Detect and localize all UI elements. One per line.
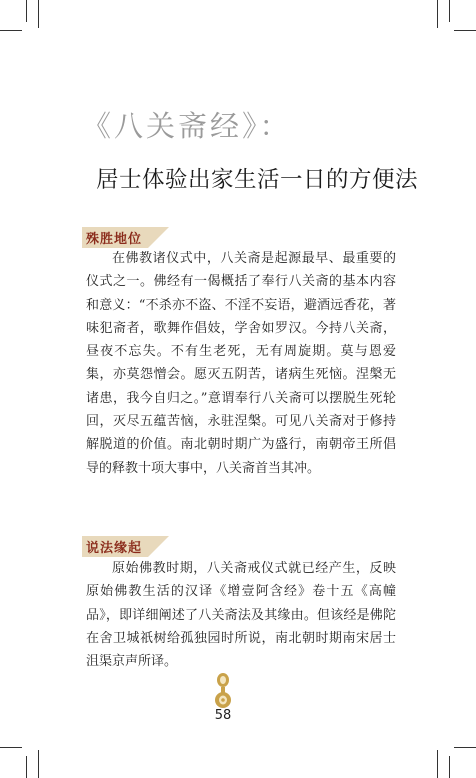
- lotus-ornament-icon: [210, 672, 236, 710]
- paragraph: 在佛教诸仪式中，八关斋是起源最早、最重要的仪式之一。佛经有一偈概括了奉行八关斋的基本内容和意义：“不杀亦不盗、不淫不妄语，避酒远香花，著味犯斋者，歌舞作倡妓，学舍如罗汉。今持八关斋，昼夜不忘失。不有生老死，无有周旋期。莫与恩爱集，亦莫怨憎会。愿灭五阴苦，诸病生死恼。涅槃无诸患，我今自归之。”意谓奉行八关斋可以摆脱生死轮回，灭尽五蕴苦恼，永驻涅槃。可见八关斋对于修持解脱道的价值。南北朝时期广为盛行，南朝帝王所倡导的释教十项大事中，八关斋首当其冲。: [86, 251, 396, 476]
- section-body-1: [86, 247, 396, 480]
- section-heading-label: 说法缘起: [86, 541, 143, 556]
- page-number: 58: [214, 708, 232, 723]
- section-heading-2: [82, 536, 176, 557]
- section-heading-label: 殊胜地位: [86, 232, 143, 247]
- page-subtitle: 居士体验出家生活一日的方便法: [96, 167, 419, 193]
- section-body-2: [86, 557, 396, 673]
- page-title: 《八关斋经》：: [82, 109, 292, 143]
- section-heading-1: [82, 227, 176, 248]
- paragraph: 原始佛教时期，八关斋戒仪式就已经产生，反映原始佛教生活的汉译《增壹阿含经》卷十五《高幢品》，即详细阐述了八关斋法及其缘由。但该经是佛陀在舍卫城祇树给孤独园时所说，南北朝时期南宋居士沮渠京声所译。: [86, 561, 396, 670]
